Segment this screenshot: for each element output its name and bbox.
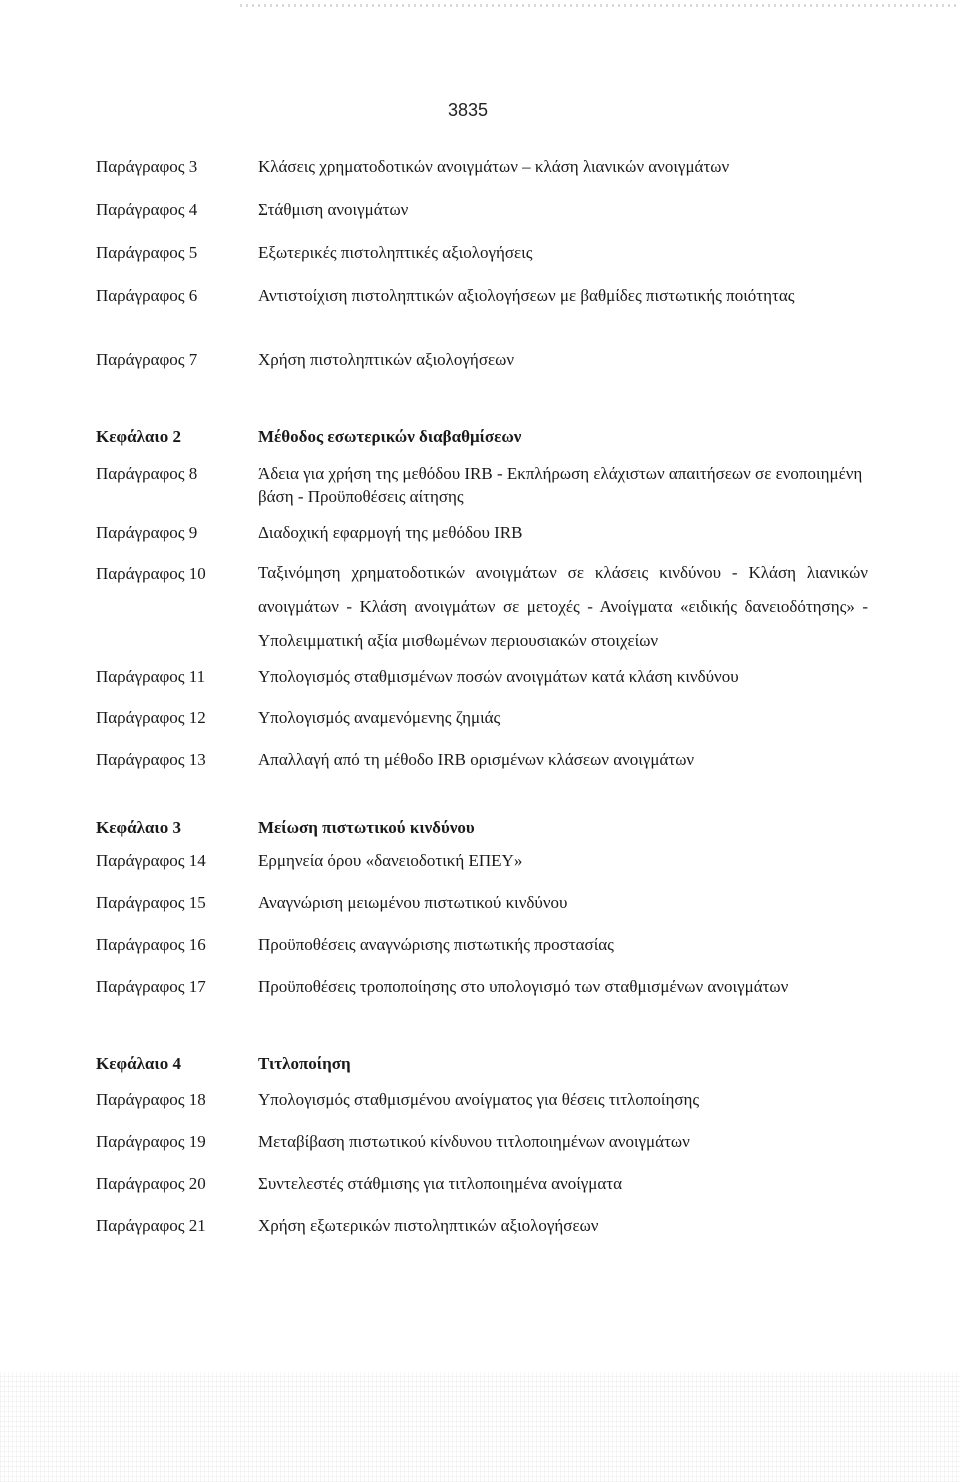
toc-text: Άδεια για χρήση της μεθόδου IRB - Εκπλήρωση ελάχιστων απαιτήσεων σε ενοποιημένη βάση - Προϋποθέσεις αίτησης bbox=[258, 464, 863, 506]
toc-label: Παράγραφος 16 bbox=[96, 935, 206, 954]
toc-text: Απαλλαγή από τη μέθοδο IRB ορισμένων κλάσεων ανοιγμάτων bbox=[258, 750, 695, 769]
chapter-label: Κεφάλαιο 4 bbox=[96, 1054, 181, 1073]
scan-artifact bbox=[240, 4, 960, 7]
toc-text: Αναγνώριση μειωμένου πιστωτικού κινδύνου bbox=[258, 893, 568, 912]
toc-label: Παράγραφος 12 bbox=[96, 708, 206, 727]
toc-text: Χρήση εξωτερικών πιστοληπτικών αξιολογήσεων bbox=[258, 1216, 599, 1235]
toc-label: Παράγραφος 20 bbox=[96, 1174, 206, 1193]
scan-artifact bbox=[0, 1372, 960, 1482]
toc-label: Παράγραφος 18 bbox=[96, 1090, 206, 1109]
toc-text: Ταξινόμηση χρηματοδοτικών ανοιγμάτων σε κλάσεις κινδύνου - Κλάση λιανικών ανοιγμάτων - Κλάση ανοιγμάτων σε μετοχές - Ανοίγματα «ειδικής δανειοδότησης» - Υπολειμματική αξία μισθωμένων περιουσιακών στοιχείων bbox=[258, 563, 868, 650]
toc-text: Ερμηνεία όρου «δανειοδοτική ΕΠΕΥ» bbox=[258, 851, 523, 870]
toc-label: Παράγραφος 4 bbox=[96, 200, 198, 219]
toc-label: Παράγραφος 9 bbox=[96, 523, 198, 542]
page-number: 3835 bbox=[448, 100, 489, 120]
toc-text: Κλάσεις χρηματοδοτικών ανοιγμάτων – κλάση λιανικών ανοιγμάτων bbox=[258, 157, 730, 176]
toc-text: Συντελεστές στάθμισης για τιτλοποιημένα ανοίγματα bbox=[258, 1174, 623, 1193]
toc-text: Μεταβίβαση πιστωτικού κίνδυνου τιτλοποιημένων ανοιγμάτων bbox=[258, 1132, 690, 1151]
chapter-title: Μείωση πιστωτικού κινδύνου bbox=[258, 818, 475, 837]
toc-text: Προϋποθέσεις αναγνώρισης πιστωτικής προστασίας bbox=[258, 935, 614, 954]
toc-label: Παράγραφος 11 bbox=[96, 667, 206, 686]
chapter-label: Κεφάλαιο 2 bbox=[96, 427, 181, 446]
toc-label: Παράγραφος 17 bbox=[96, 977, 206, 996]
toc-label: Παράγραφος 14 bbox=[96, 851, 206, 870]
chapter-title: Τιτλοποίηση bbox=[258, 1054, 351, 1073]
toc-text: Αντιστοίχιση πιστοληπτικών αξιολογήσεων με βαθμίδες πιστωτικής ποιότητας bbox=[258, 286, 795, 305]
toc-label: Παράγραφος 3 bbox=[96, 157, 198, 176]
toc-label: Παράγραφος 7 bbox=[96, 350, 198, 369]
toc-label: Παράγραφος 10 bbox=[96, 564, 206, 583]
toc-text: Υπολογισμός αναμενόμενης ζημιάς bbox=[258, 708, 501, 727]
toc-text: Εξωτερικές πιστοληπτικές αξιολογήσεις bbox=[258, 243, 533, 262]
chapter-title: Μέθοδος εσωτερικών διαβαθμίσεων bbox=[258, 427, 522, 446]
chapter-label: Κεφάλαιο 3 bbox=[96, 818, 181, 837]
toc-label: Παράγραφος 8 bbox=[96, 464, 198, 483]
toc-text: Υπολογισμός σταθμισμένων ποσών ανοιγμάτων κατά κλάση κινδύνου bbox=[258, 667, 739, 686]
toc-label: Παράγραφος 5 bbox=[96, 243, 198, 262]
toc-label: Παράγραφος 19 bbox=[96, 1132, 206, 1151]
toc-label: Παράγραφος 21 bbox=[96, 1216, 206, 1235]
toc-text: Υπολογισμός σταθμισμένου ανοίγματος για θέσεις τιτλοποίησης bbox=[258, 1090, 700, 1109]
toc-text: Χρήση πιστοληπτικών αξιολογήσεων bbox=[258, 350, 515, 369]
toc-text: Προϋποθέσεις τροποποίησης στο υπολογισμό των σταθμισμένων ανοιγμάτων bbox=[258, 977, 789, 996]
toc-text: Στάθμιση ανοιγμάτων bbox=[258, 200, 409, 219]
toc-label: Παράγραφος 6 bbox=[96, 286, 198, 305]
toc-text: Διαδοχική εφαρμογή της μεθόδου IRB bbox=[258, 523, 523, 542]
toc-label: Παράγραφος 15 bbox=[96, 893, 206, 912]
toc-label: Παράγραφος 13 bbox=[96, 750, 206, 769]
